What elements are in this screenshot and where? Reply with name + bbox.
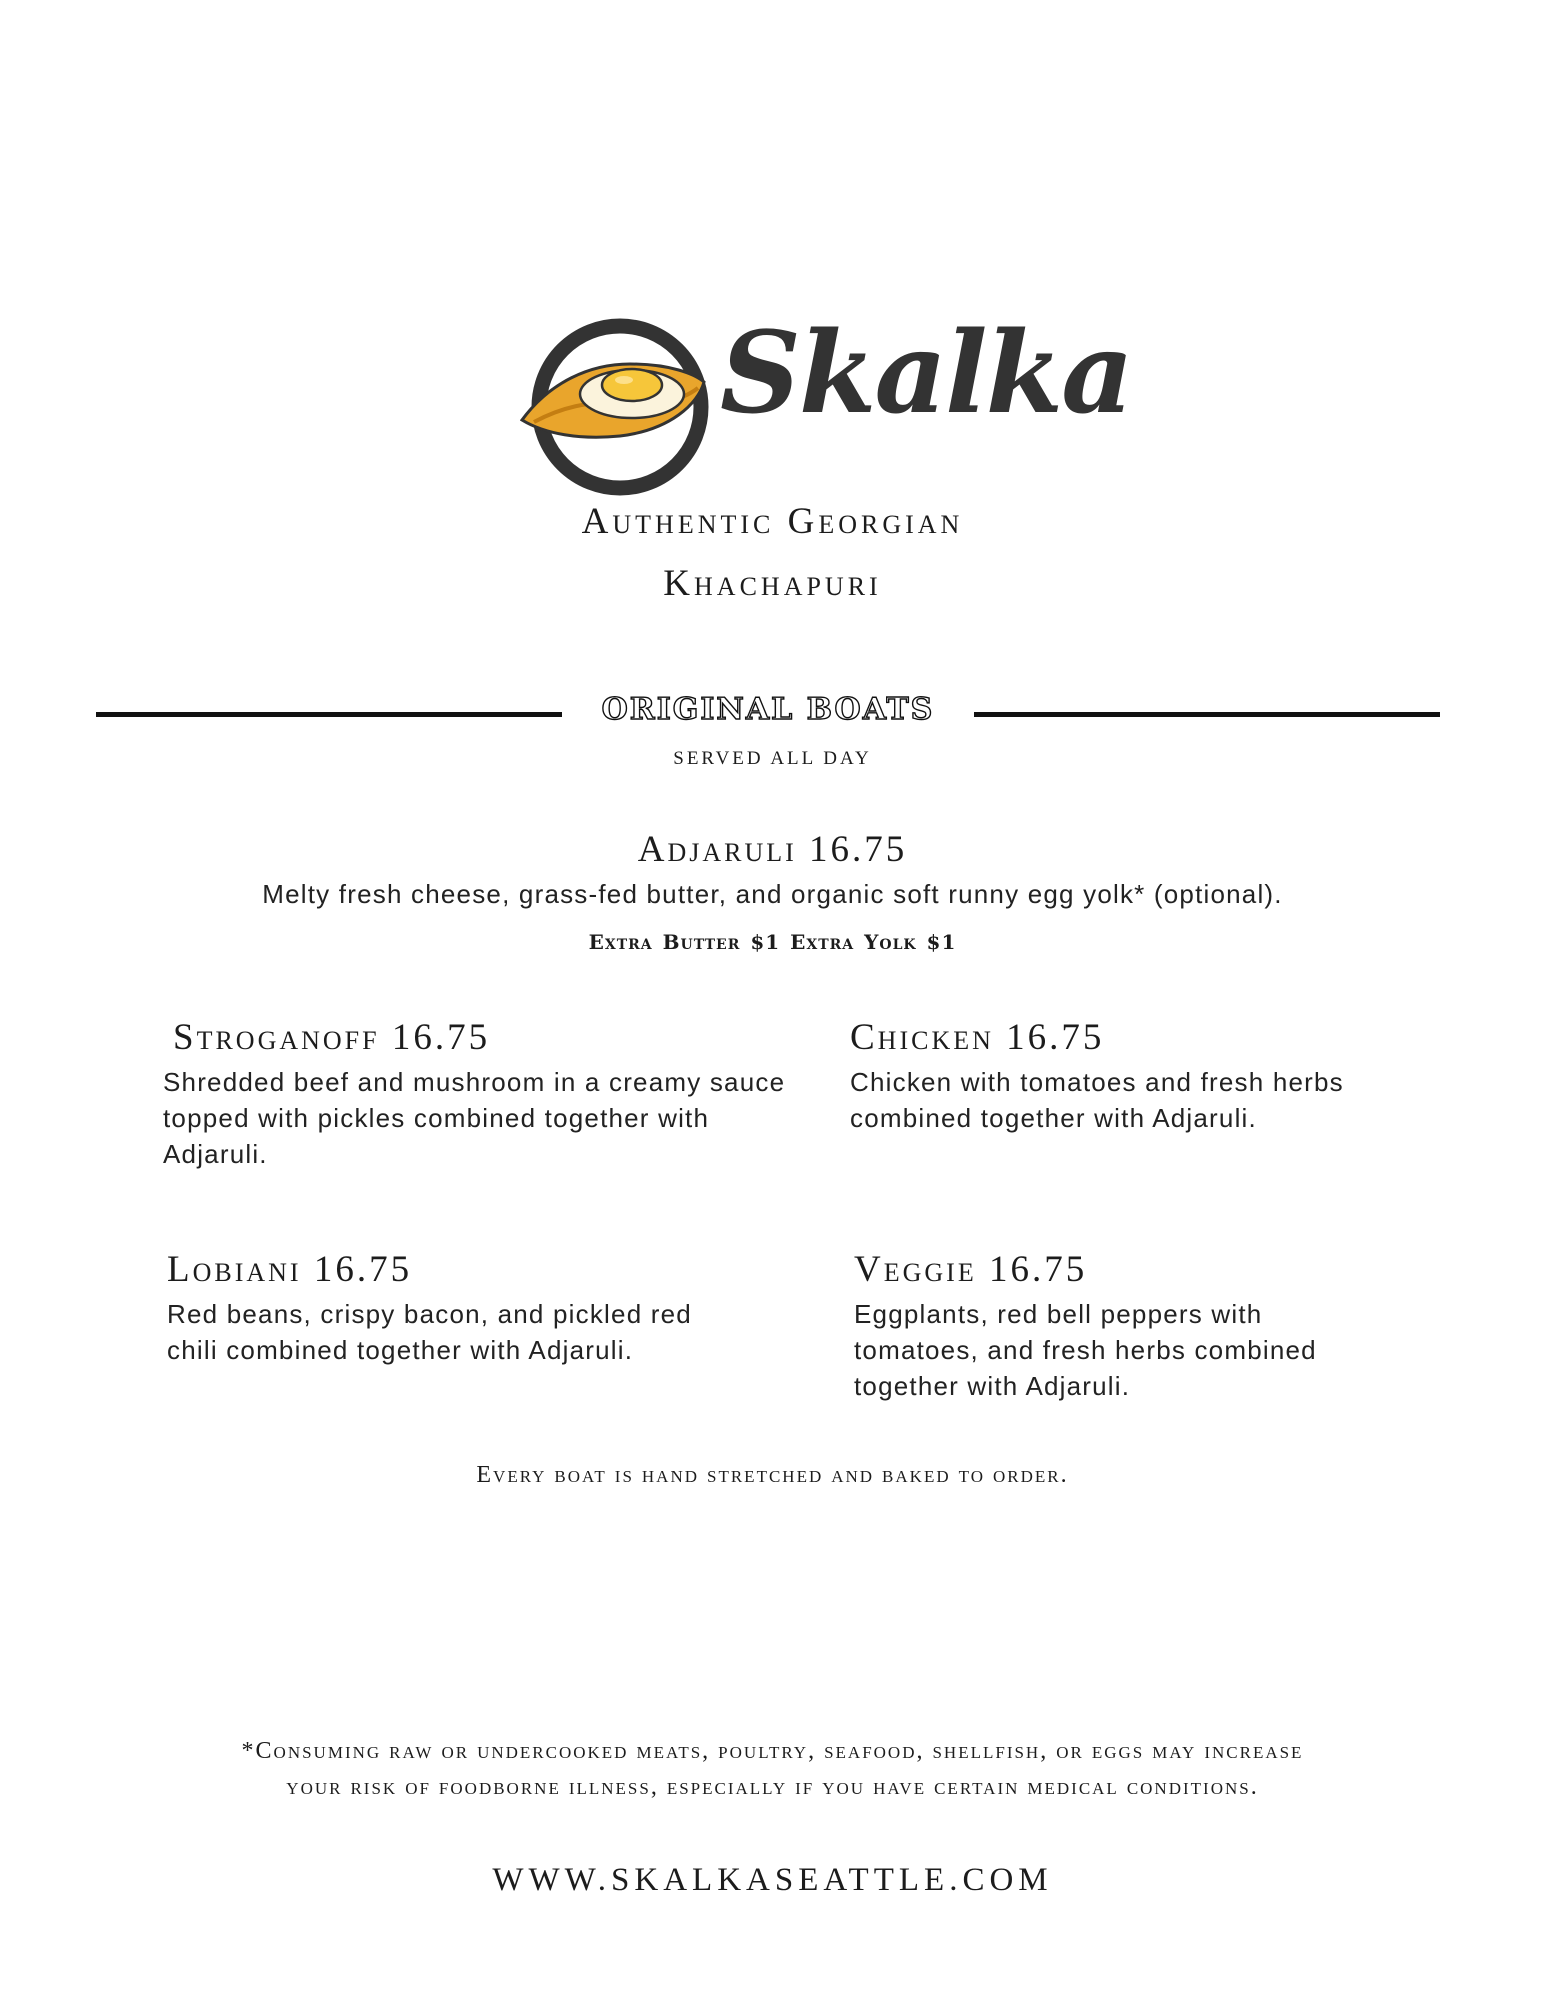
menu-item-title: Stroganoff 16.75 <box>173 1017 491 1058</box>
website-link[interactable]: WWW.SKALKASEATTLE.COM <box>492 1862 1053 1898</box>
section-title: ORIGINAL BOATS <box>601 692 935 727</box>
featured-item-description: Melty fresh cheese, grass-fed butter, and organic soft runny egg yolk* (optional). <box>262 879 1283 909</box>
health-disclaimer: *Consuming raw or undercooked meats, poultry, seafood, shellfish, or eggs may increase your risk of foodborne illness, especially if you have certain medical conditions. <box>241 1738 1304 1800</box>
section-subtitle: SERVED ALL DAY <box>673 748 872 769</box>
preparation-note: Every boat is hand stretched and baked to order. <box>476 1462 1069 1488</box>
menu-item-title: Chicken 16.75 <box>850 1017 1105 1058</box>
menu-item-title: Veggie 16.75 <box>854 1249 1088 1290</box>
tagline-line-2: Khachapuri <box>663 563 882 604</box>
featured-item-title: Adjaruli 16.75 <box>637 829 908 870</box>
brand-name: Skalka <box>720 308 1132 439</box>
tagline-line-1: Authentic Georgian <box>581 501 964 542</box>
menu-item-description: Eggplants, red bell peppers with tomatoes, and fresh herbs combined together with Adjaruli. <box>854 1299 1317 1401</box>
menu-item-description: Shredded beef and mushroom in a creamy sauce topped with pickles combined together with Adjaruli. <box>163 1067 786 1169</box>
menu-item-description: Red beans, crispy bacon, and pickled red chili combined together with Adjaruli. <box>167 1299 692 1365</box>
section-divider-left <box>96 712 562 717</box>
menu-item-title: Lobiani 16.75 <box>167 1249 413 1290</box>
khachapuri-logo-icon <box>520 312 720 502</box>
section-divider-right <box>974 712 1440 717</box>
brand-logo <box>520 308 1132 502</box>
featured-item-extras: Extra Butter $1 Extra Yolk $1 <box>588 930 957 954</box>
menu-item-description: Chicken with tomatoes and fresh herbs combined together with Adjaruli. <box>850 1067 1344 1133</box>
